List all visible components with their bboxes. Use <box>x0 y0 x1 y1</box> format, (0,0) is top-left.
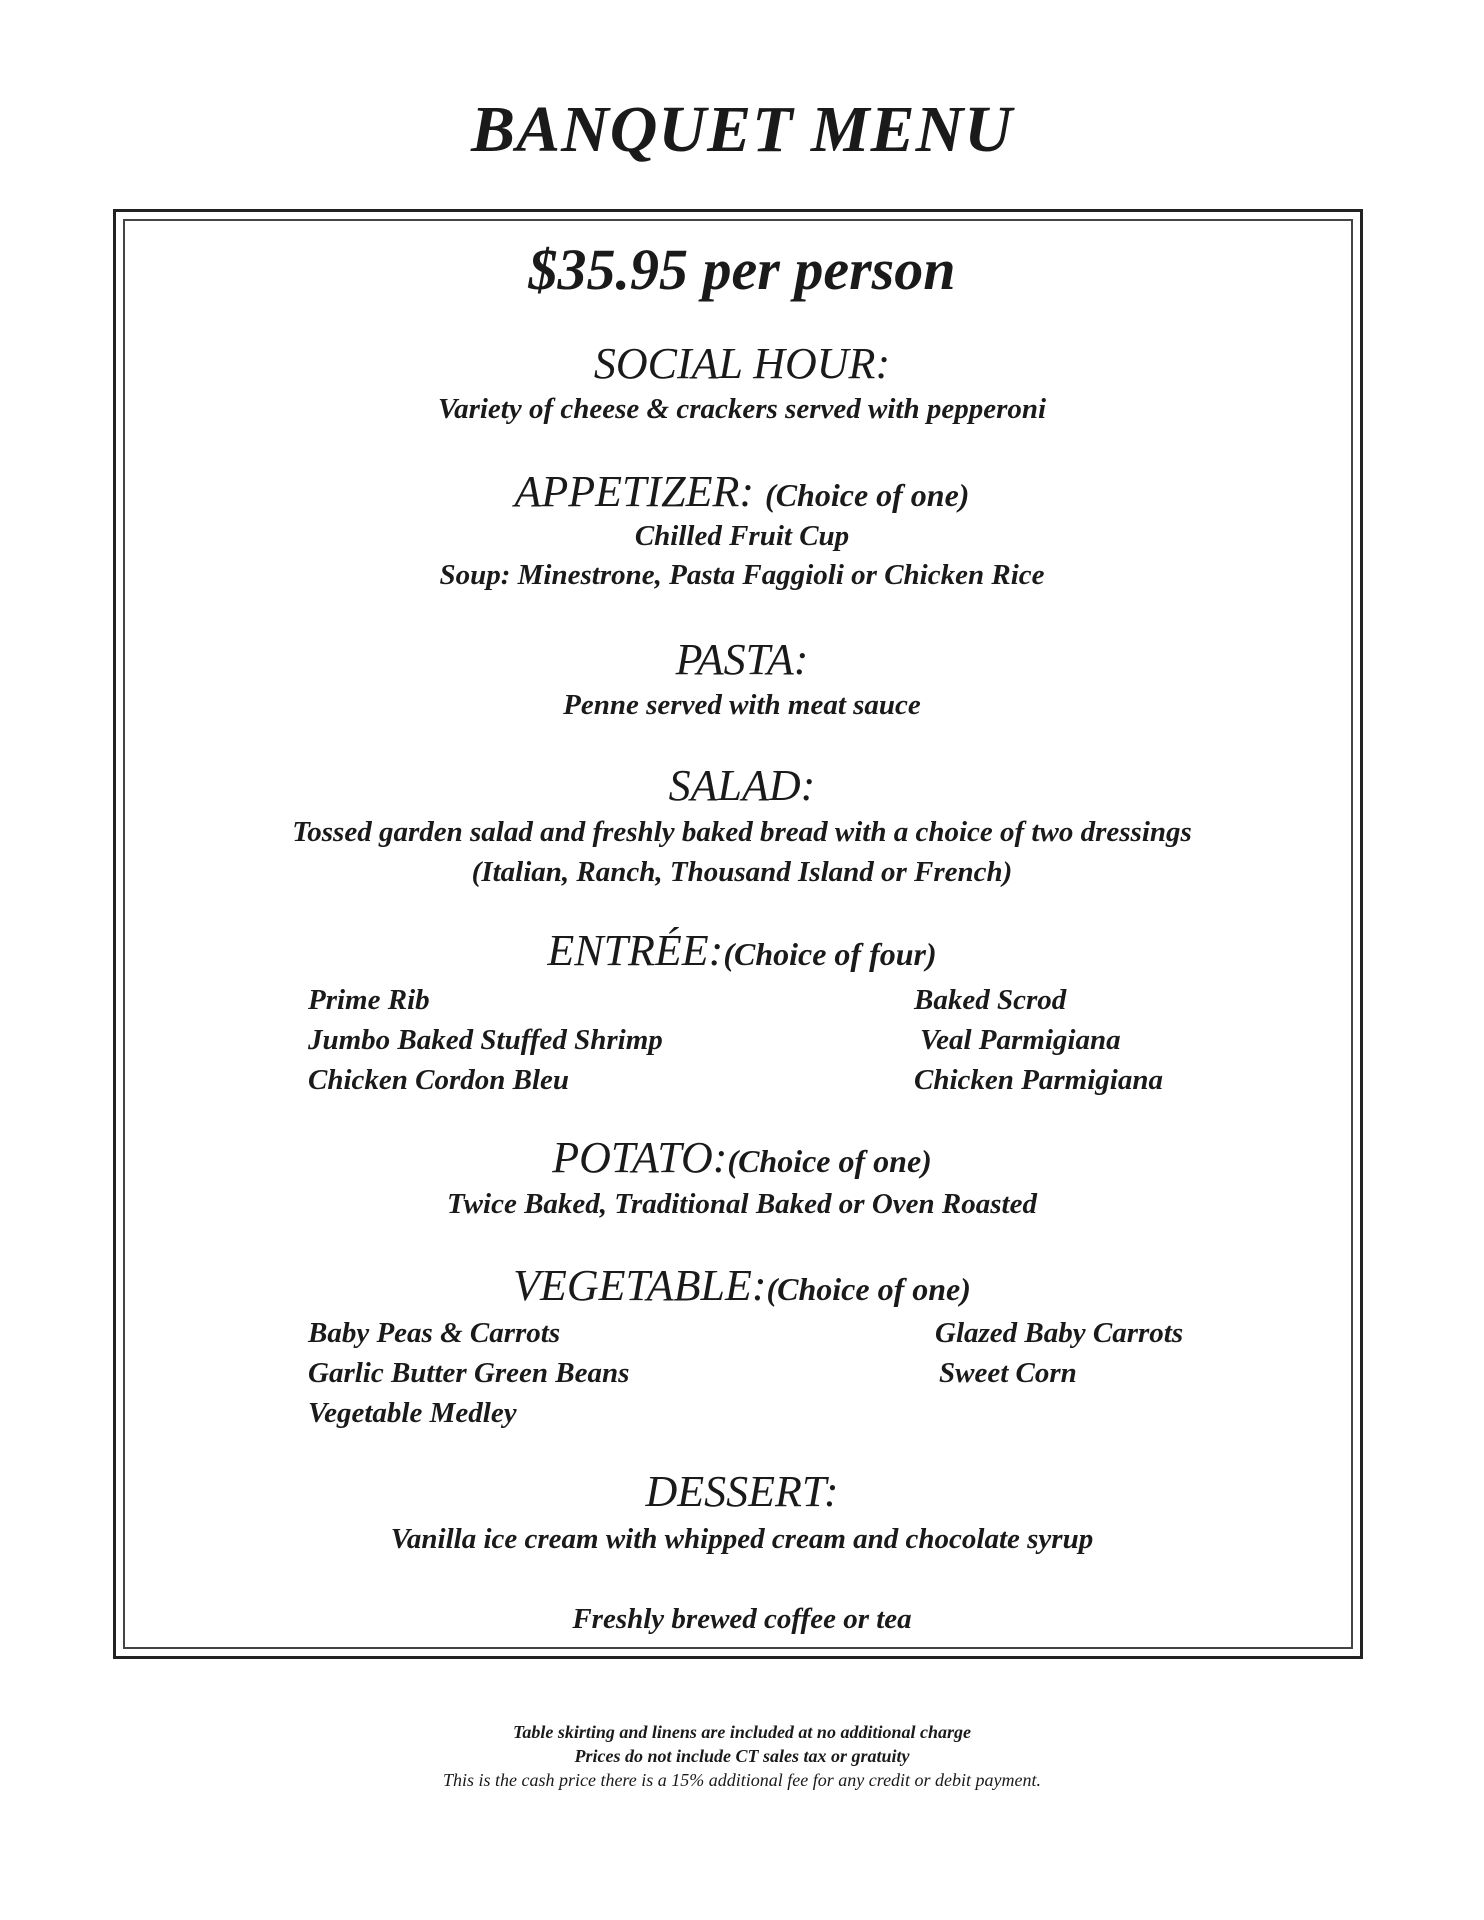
entree-item: Jumbo Baked Stuffed Shrimp <box>308 1024 663 1056</box>
entree-item: Chicken Cordon Bleu <box>308 1064 570 1096</box>
footer-note: This is the cash price there is a 15% additional fee for any credit or debit payment. <box>442 1770 1042 1790</box>
entree-note: (Choice of four) <box>723 936 937 972</box>
entree-right-column <box>914 980 1163 1100</box>
appetizer-item: Chilled Fruit Cup <box>634 520 850 552</box>
footer-note: Table skirting and linens are included at no additional charge <box>513 1722 971 1742</box>
vegetable-item: Vegetable Medley <box>308 1397 517 1429</box>
vegetable-heading: VEGETABLE:(Choice of one) <box>513 1261 971 1310</box>
price-per-person: $35.95 per person <box>528 237 956 302</box>
entree-item: Prime Rib <box>308 984 430 1016</box>
appetizer-note: (Choice of one) <box>765 477 970 513</box>
potato-item: Twice Baked, Traditional Baked or Oven Roasted <box>447 1188 1037 1220</box>
dessert-heading: DESSERT: <box>645 1467 839 1516</box>
social-hour-item: Variety of cheese & crackers served with pepperoni <box>437 393 1047 425</box>
potato-note: (Choice of one) <box>727 1143 932 1179</box>
dessert-item: Vanilla ice cream with whipped cream and chocolate syrup <box>390 1523 1094 1555</box>
vegetable-left-column <box>308 1313 629 1433</box>
entree-left-column <box>308 980 663 1100</box>
salad-item: (Italian, Ranch, Thousand Island or French) <box>471 856 1013 888</box>
vegetable-item: Garlic Butter Green Beans <box>308 1357 630 1389</box>
salad-heading: SALAD: <box>668 761 816 810</box>
vegetable-item: Baby Peas & Carrots <box>308 1317 561 1349</box>
potato-heading: POTATO:(Choice of one) <box>552 1133 932 1182</box>
pasta-heading: PASTA: <box>675 635 809 684</box>
appetizer-item: Soup: Minestrone, Pasta Faggioli or Chicken Rice <box>439 559 1045 591</box>
page-title: BANQUET MENU <box>471 93 1013 166</box>
entree-heading: ENTRÉE:(Choice of four) <box>547 926 937 975</box>
entree-item: Chicken Parmigiana <box>914 1064 1163 1096</box>
entree-item: Baked Scrod <box>914 984 1067 1016</box>
pasta-item: Penne served with meat sauce <box>563 689 921 721</box>
beverage-item: Freshly brewed coffee or tea <box>572 1603 912 1635</box>
vegetable-item: Sweet Corn <box>939 1357 1077 1389</box>
entree-item: Veal Parmigiana <box>920 1024 1121 1056</box>
social-hour-heading: SOCIAL HOUR: <box>593 339 891 388</box>
salad-item: Tossed garden salad and freshly baked bread with a choice of two dressings <box>292 816 1192 848</box>
vegetable-note: (Choice of one) <box>766 1271 971 1307</box>
appetizer-heading: APPETIZER: (Choice of one) <box>514 467 970 516</box>
vegetable-item: Glazed Baby Carrots <box>935 1317 1184 1349</box>
footer-note: Prices do not include CT sales tax or gratuity <box>574 1746 910 1766</box>
vegetable-right-column <box>935 1313 1183 1393</box>
